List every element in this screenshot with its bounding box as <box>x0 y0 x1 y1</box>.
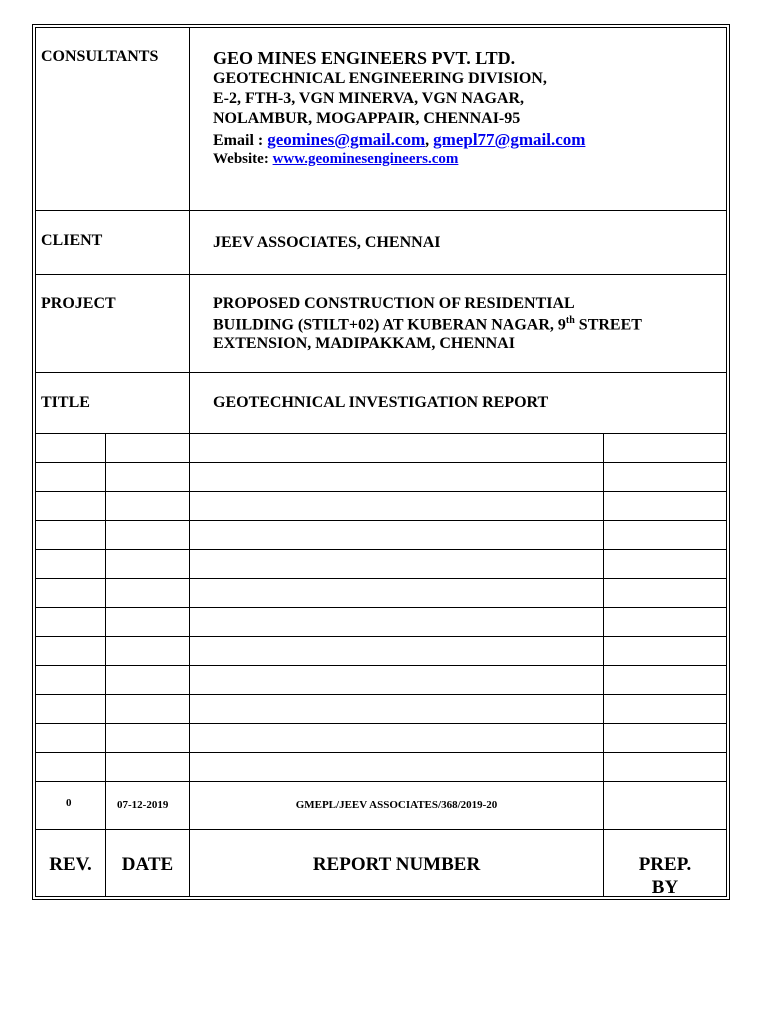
table-row-line <box>35 752 727 753</box>
project-line2-post: STREET <box>574 316 642 334</box>
footer-date-label: DATE <box>121 854 174 875</box>
client-value: JEEV ASSOCIATES, CHENNAI <box>213 234 441 251</box>
footer-by-label: BY <box>651 877 679 898</box>
project-line2 <box>213 315 642 334</box>
email-row <box>213 130 585 150</box>
website-label: Website: <box>213 151 269 167</box>
table-row-line <box>35 462 727 463</box>
table-row-line <box>35 636 727 637</box>
table-row-line <box>35 694 727 695</box>
email-link-2[interactable]: gmepl77@gmail.com <box>433 130 586 149</box>
website-row <box>213 151 458 168</box>
project-line2-pre: BUILDING (STILT+02) AT KUBERAN NAGAR, 9 <box>213 316 566 334</box>
table-row-line <box>35 491 727 492</box>
table-row-line <box>35 549 727 550</box>
table-row-line <box>35 520 727 521</box>
consultants-label: CONSULTANTS <box>41 48 159 65</box>
divider-consultants <box>35 210 727 211</box>
company-name: GEO MINES ENGINEERS PVT. LTD. <box>213 48 516 68</box>
revision-number: 0 <box>66 797 72 809</box>
email-link-1[interactable]: geomines@gmail.com <box>267 130 426 149</box>
table-row-line <box>35 781 727 782</box>
project-line2-sup: th <box>565 315 575 326</box>
footer-rev-label: REV. <box>49 854 92 875</box>
title-label: TITLE <box>41 394 90 411</box>
footer-report-number-label: REPORT NUMBER <box>312 854 481 875</box>
project-line3: EXTENSION, MADIPAKKAM, CHENNAI <box>213 335 515 352</box>
revision-report-number: GMEPL/JEEV ASSOCIATES/368/2019-20 <box>295 799 498 811</box>
table-row-line <box>35 607 727 608</box>
divider-title <box>35 433 727 434</box>
table-row-line <box>35 829 727 830</box>
project-label: PROJECT <box>41 295 116 312</box>
email-separator: , <box>425 132 430 149</box>
table-row-line <box>35 723 727 724</box>
title-value: GEOTECHNICAL INVESTIGATION REPORT <box>213 394 549 411</box>
client-label: CLIENT <box>41 232 103 249</box>
email-label: Email : <box>213 132 264 149</box>
table-row-line <box>35 578 727 579</box>
table-row-line <box>35 665 727 666</box>
divider-project <box>35 372 727 373</box>
company-division: GEOTECHNICAL ENGINEERING DIVISION, <box>213 70 547 87</box>
revision-date: 07-12-2019 <box>117 799 169 811</box>
project-line1: PROPOSED CONSTRUCTION OF RESIDENTIAL <box>213 295 575 312</box>
company-address-line1: E-2, FTH-3, VGN MINERVA, VGN NAGAR, <box>213 90 525 107</box>
website-link[interactable]: www.geominesengineers.com <box>272 151 459 167</box>
footer-prep-label: PREP. <box>638 854 692 875</box>
divider-client <box>35 274 727 275</box>
company-address-line2: NOLAMBUR, MOGAPPAIR, CHENNAI-95 <box>213 110 521 127</box>
